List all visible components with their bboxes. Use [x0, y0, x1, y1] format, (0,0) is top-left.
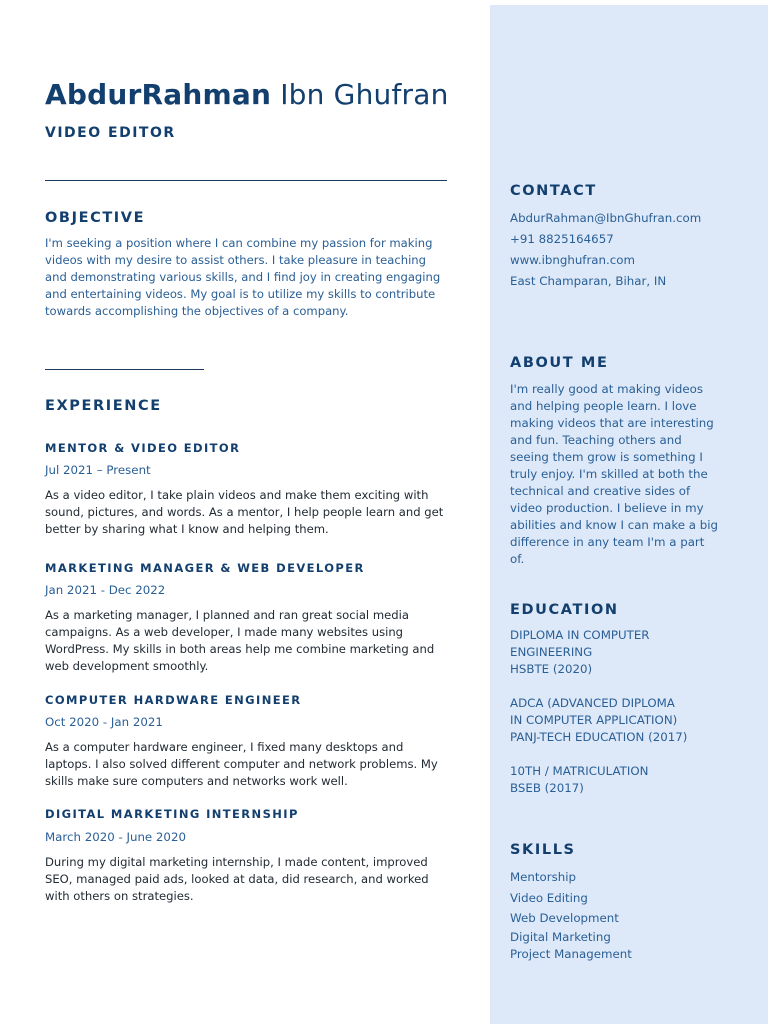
skill-item: Project Management [510, 946, 632, 961]
contact-phone[interactable]: +91 8825164657 [510, 232, 614, 246]
skill-item: Web Development [510, 911, 619, 925]
skill-item: Video Editing [510, 890, 588, 905]
skill-item: Mentorship [510, 870, 576, 884]
education-line: IN COMPUTER APPLICATION) [510, 713, 678, 727]
job-title: MENTOR & VIDEO EDITOR [45, 441, 241, 455]
education-line: PANJ-TECH EDUCATION (2017) [510, 730, 688, 744]
job-title: DIGITAL MARKETING INTERNSHIP [45, 807, 299, 821]
last-name: Ibn Ghufran [280, 78, 449, 111]
education-line: ENGINEERING [510, 645, 593, 659]
job-dates: Jan 2021 - Dec 2022 [45, 583, 166, 597]
objective-heading: OBJECTIVE [45, 210, 146, 226]
contact-email[interactable]: AbdurRahman@IbnGhufran.com [510, 211, 702, 225]
header-divider [45, 180, 447, 181]
education-entry [510, 627, 649, 678]
contact-website[interactable]: www.ibnghufran.com [510, 253, 635, 267]
education-heading: EDUCATION [510, 602, 619, 618]
about-heading: ABOUT ME [510, 355, 609, 371]
skills-list [510, 867, 632, 963]
candidate-name [45, 78, 449, 111]
education-line: HSBTE (2020) [510, 662, 593, 676]
contact-list [510, 208, 701, 292]
contact-location: East Champaran, Bihar, IN [510, 274, 667, 288]
skills-heading: SKILLS [510, 842, 576, 858]
job-role: VIDEO EDITOR [45, 125, 176, 141]
about-text: I'm really good at making videos and helping people learn. I love making videos that are interesting and fun. Teaching others and seeing them grow is something I truly enjoy. I'm skilled at both the technical and creative sides of video production. I believe in my abilities and know I can make a big difference in any team I'm a part of. [510, 382, 719, 566]
education-line: DIPLOMA IN COMPUTER [510, 628, 650, 642]
section-divider [45, 369, 204, 370]
education-line: ADCA (ADVANCED DIPLOMA [510, 696, 675, 710]
education-entry [510, 695, 687, 746]
education-line: BSEB (2017) [510, 781, 584, 795]
job-title: MARKETING MANAGER & WEB DEVELOPER [45, 561, 365, 575]
job-description: As a marketing manager, I planned and ran great social media campaigns. As a web developer, I made many websites using WordPress. My skills in both areas help me combine marketing and web development smoothly. [45, 608, 435, 673]
job-dates: Jul 2021 – Present [45, 463, 151, 477]
job-title: COMPUTER HARDWARE ENGINEER [45, 693, 302, 707]
job-description: During my digital marketing internship, I made content, improved SEO, managed paid ads, looked at data, did research, and worked with others on strategies. [45, 855, 429, 903]
education-entry [510, 763, 648, 797]
job-dates: March 2020 - June 2020 [45, 830, 186, 844]
education-line: 10TH / MATRICULATION [510, 764, 649, 778]
first-name: AbdurRahman [45, 78, 272, 111]
job-description: As a video editor, I take plain videos and make them exciting with sound, pictures, and words. As a mentor, I help people learn and get better by sharing what I know and helping them. [45, 488, 444, 536]
job-description: As a computer hardware engineer, I fixed many desktops and laptops. I also solved different computer and network problems. My skills make sure computers and networks work well. [45, 740, 438, 788]
skill-item: Digital Marketing [510, 929, 611, 944]
job-dates: Oct 2020 - Jan 2021 [45, 715, 163, 729]
experience-heading: EXPERIENCE [45, 398, 162, 414]
objective-text: I'm seeking a position where I can combine my passion for making videos with my desire to assist others. I take pleasure in teaching and demonstrating various skills, and I find joy in creating engaging and entertaining videos. My goal is to utilize my skills to contribute towards accomplishing the objectives of a company. [45, 236, 441, 318]
contact-heading: CONTACT [510, 183, 597, 199]
